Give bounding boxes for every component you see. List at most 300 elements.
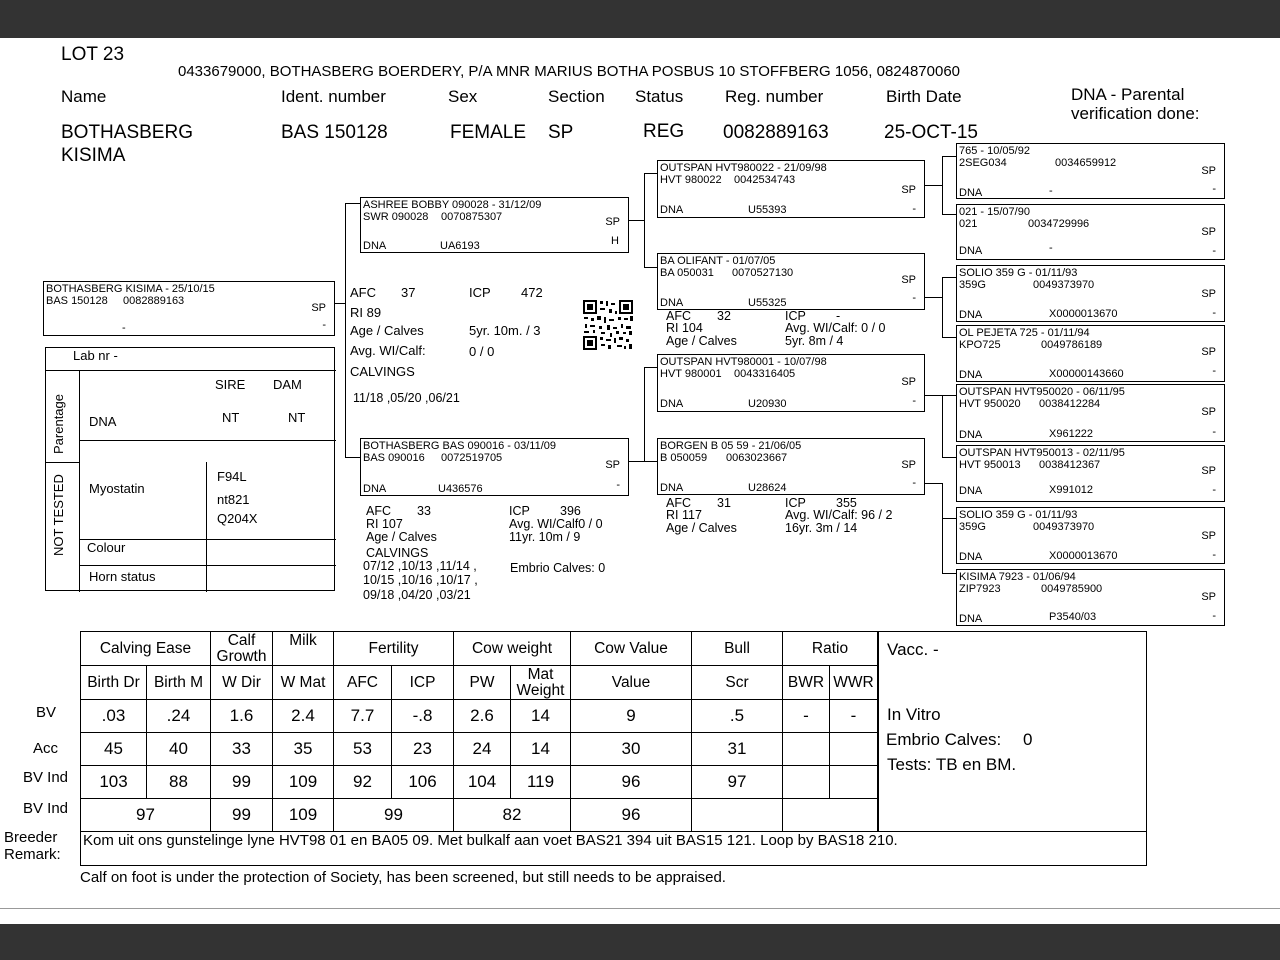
ggp-dna-label: DNA	[959, 245, 983, 257]
ggp-title: OUTSPAN HVT950013 - 02/11/95	[959, 447, 1125, 459]
gp-icp: -	[836, 309, 841, 323]
subject-calvings: 11/18 ,05/20 ,06/21	[353, 391, 460, 405]
ggp-dna-value: -	[1049, 242, 1053, 254]
connector	[942, 277, 943, 337]
gp-dash: -	[912, 292, 916, 304]
animal-name-1: BOTHASBERG	[61, 122, 193, 143]
row-label-acc: Acc	[33, 740, 59, 757]
gp-afc: 32	[717, 309, 731, 323]
gp-dna-label: DNA	[660, 297, 684, 309]
dam-afc: 33	[417, 504, 431, 518]
gp-age: 16yr. 3m / 14	[785, 521, 858, 535]
header-reg: Reg. number	[725, 87, 824, 106]
connector	[629, 461, 644, 462]
connector	[629, 220, 644, 221]
sire-ident: SWR 090028	[363, 211, 429, 223]
gp-reg: 0042534743	[734, 174, 796, 186]
animal-name-2: KISIMA	[61, 145, 126, 166]
ggp-dash: -	[1212, 549, 1216, 561]
acc-cell: 35	[273, 733, 334, 766]
table-row-bv-ind	[81, 766, 878, 799]
gp-sp: SP	[901, 184, 916, 196]
ggp-reg: 0038412367	[1039, 459, 1101, 471]
connector	[925, 395, 956, 396]
gp-dash: -	[912, 203, 916, 215]
ggp-sp: SP	[1201, 288, 1216, 300]
gp-afc: 31	[717, 496, 731, 510]
dam-afc-label: AFC	[366, 504, 391, 518]
bvind2-cell: 82	[454, 799, 571, 832]
divider	[79, 370, 80, 592]
lab-sire-dna: NT	[222, 410, 240, 425]
gp-reg: 0063023667	[726, 452, 788, 464]
parentage-label: Parentage	[51, 394, 66, 454]
vaccination-panel	[878, 631, 1147, 832]
breeding-values-table	[80, 631, 878, 832]
sire-dna-label: DNA	[363, 240, 387, 252]
ggp-ident: HVT 950020	[959, 398, 1021, 410]
gp-title: BA OLIFANT - 01/07/05	[660, 255, 776, 267]
header-sex: Sex	[448, 87, 478, 106]
gp-title: OUTSPAN HVT980001 - 10/07/98	[660, 356, 827, 368]
bvind2-cell	[783, 799, 878, 832]
ggp-dna-value: X00000143660	[1049, 368, 1124, 380]
top-bar	[0, 0, 1280, 38]
bvind2-cell	[692, 799, 783, 832]
breeder-remark-text: Kom uit ons gunstelinge lyne HVT98 01 en BA05 09. Met bulkalf aan voet BAS21 394 uit BAS15 121. Loop by BAS18 210.	[83, 832, 898, 849]
ggp-ident: ZIP7923	[959, 583, 1001, 595]
gp-ident: BA 050031	[660, 267, 714, 279]
footer-note: Calf on foot is under the protection of Society, has been screened, but still needs to be appraised.	[80, 869, 726, 886]
owner-line: 0433679000, BOTHASBERG BOERDERY, P/A MNR MARIUS BOTHA POSBUS 10 STOFFBERG 1056, 0824870060	[178, 63, 961, 80]
great-grandparent-box	[956, 384, 1225, 442]
sire-title: ASHREE BOBBY 090028 - 31/12/09	[363, 199, 542, 211]
ggp-ident: KPO725	[959, 339, 1001, 351]
bv-cell: .5	[692, 700, 783, 733]
ggp-dash: -	[1212, 245, 1216, 257]
gp-ident: B 050059	[660, 452, 708, 464]
gp-afc-label: AFC	[666, 496, 691, 510]
subject-age: 5yr. 10m. / 3	[469, 323, 541, 338]
dam-dna-label: DNA	[363, 483, 387, 495]
grandparent-box	[657, 160, 925, 218]
table-row-acc	[81, 733, 878, 766]
ggp-dash: -	[1212, 610, 1216, 622]
embrio-calves-label: Embrio Calves:	[886, 730, 1002, 749]
gp-dna-value: U28624	[748, 482, 787, 494]
lab-number: Lab nr -	[73, 348, 118, 363]
gp-title: BORGEN B 05 59 - 21/06/05	[660, 440, 802, 452]
group-calf-growth: Calf Growth	[211, 632, 273, 666]
bv-cell: -	[830, 700, 878, 733]
dam-calvings-2: 10/15 ,10/16 ,10/17 ,	[363, 573, 478, 587]
gp-reg: 0070527130	[732, 267, 794, 279]
breeder-remark-box	[80, 831, 1147, 866]
bv-cell: 14	[511, 700, 571, 733]
acc-cell: 33	[211, 733, 273, 766]
col-w-dir: W Dir	[211, 666, 273, 700]
dam-age-label: Age / Calves	[366, 530, 437, 544]
dam-wi: Avg. WI/Calf0 / 0	[509, 517, 603, 531]
dam-sp: SP	[605, 459, 620, 471]
gp-sp: SP	[901, 274, 916, 286]
bv-cell: 1.6	[211, 700, 273, 733]
ggp-dash: -	[1212, 484, 1216, 496]
subject-icp-label: ICP	[469, 285, 491, 300]
ggp-title: SOLIO 359 G - 01/11/93	[959, 267, 1078, 279]
connector	[345, 457, 360, 458]
ggp-title: OL PEJETA 725 - 01/11/94	[959, 327, 1090, 339]
gp-title: OUTSPAN HVT980022 - 21/09/98	[660, 162, 827, 174]
bottom-bar	[0, 924, 1280, 960]
gp-icp-label: ICP	[785, 309, 806, 323]
col-w-mat: W Mat	[273, 666, 334, 700]
acc-cell: 40	[147, 733, 211, 766]
ggp-sp: SP	[1201, 591, 1216, 603]
great-grandparent-box	[956, 143, 1225, 199]
grandparent-box	[657, 253, 925, 310]
header-section: Section	[548, 87, 605, 106]
bvind-cell: 97	[692, 766, 783, 799]
lab-colour-label: Colour	[87, 540, 126, 555]
ggp-sp: SP	[1201, 346, 1216, 358]
dam-reg: 0072519705	[441, 452, 503, 464]
ggp-dna-label: DNA	[959, 309, 983, 321]
col-value: Value	[571, 666, 692, 700]
connector	[345, 203, 346, 457]
col-pw: PW	[454, 666, 511, 700]
divider	[79, 565, 336, 566]
divider	[46, 370, 336, 371]
ggp-dna-value: -	[1049, 185, 1053, 197]
gp-wi: Avg. WI/Calf: 0 / 0	[785, 321, 886, 335]
subject-wi-label: Avg. WI/Calf:	[350, 343, 426, 358]
ggp-dna-label: DNA	[959, 429, 983, 441]
group-bull: Bull	[692, 632, 783, 666]
gp-dna-label: DNA	[660, 204, 684, 216]
bvind-cell: 88	[147, 766, 211, 799]
bvind-cell: 106	[392, 766, 454, 799]
header-birth: Birth Date	[886, 87, 962, 106]
gp-dash: -	[912, 477, 916, 489]
animal-reg: 0082889163	[723, 122, 829, 143]
bvind-cell: 109	[273, 766, 334, 799]
lab-myostatin-label: Myostatin	[89, 481, 145, 496]
acc-cell: 23	[392, 733, 454, 766]
dam-calvings-1: 07/12 ,10/13 ,11/14 ,	[363, 559, 477, 573]
row-label-bv: BV	[36, 704, 57, 721]
ggp-reg: 0034729996	[1028, 218, 1090, 230]
gp-sp: SP	[901, 459, 916, 471]
subject-wi: 0 / 0	[469, 344, 495, 359]
col-afc: AFC	[334, 666, 392, 700]
embrio-calves-value: 0	[1023, 730, 1033, 749]
ggp-ident: 359G	[959, 279, 986, 291]
ggp-dash: -	[1212, 307, 1216, 319]
ggp-dash: -	[1212, 426, 1216, 438]
dam-dna-value: U436576	[438, 483, 483, 495]
great-grandparent-box	[956, 204, 1225, 260]
divider	[0, 908, 1280, 909]
gp-dna-label: DNA	[660, 482, 684, 494]
lab-dam-label: DAM	[273, 377, 302, 392]
lot-number: LOT 23	[61, 44, 125, 65]
ggp-reg: 0034659912	[1055, 157, 1117, 169]
row-label-bv-ind: BV Ind	[23, 769, 69, 786]
dam-ident: BAS 090016	[363, 452, 425, 464]
gp-dna-value: U55393	[748, 204, 787, 216]
connector	[942, 337, 956, 338]
col-scr: Scr	[692, 666, 783, 700]
lab-results-box	[45, 347, 335, 591]
acc-cell	[783, 733, 830, 766]
subject-icp: 472	[521, 285, 543, 300]
col-mat-weight: Mat Weight	[511, 666, 571, 700]
ggp-reg: 0038412284	[1039, 398, 1101, 410]
ggp-reg: 0049785900	[1041, 583, 1103, 595]
ggp-dna-label: DNA	[959, 187, 983, 199]
sire-reg: 0070875307	[441, 211, 503, 223]
connector	[334, 303, 345, 304]
connector	[942, 457, 956, 458]
tests-label: Tests: TB en BM.	[887, 755, 1017, 774]
connector	[644, 267, 657, 268]
gp-sp: SP	[901, 376, 916, 388]
acc-cell: 24	[454, 733, 511, 766]
dam-icp-label: ICP	[509, 504, 530, 518]
gp-dna-value: U55325	[748, 297, 787, 309]
animal-section: SP	[548, 122, 574, 143]
connector	[942, 573, 956, 574]
acc-cell: 53	[334, 733, 392, 766]
group-fertility: Fertility	[334, 632, 454, 666]
gp-age-label: Age / Calves	[666, 334, 737, 348]
gp-ident: HVT 980022	[660, 174, 722, 186]
sire-dna-value: UA6193	[440, 240, 480, 252]
ggp-dna-value: X961222	[1049, 428, 1094, 440]
ggp-dash: -	[1212, 183, 1216, 195]
subject-ident: BAS 150128	[46, 295, 108, 307]
sire-sp: SP	[605, 216, 620, 228]
ggp-dna-label: DNA	[959, 551, 983, 563]
sire-pedigree-box	[360, 197, 629, 253]
ggp-dna-value: X991012	[1049, 484, 1094, 496]
great-grandparent-box	[956, 265, 1225, 322]
gp-dna-value: U20930	[748, 398, 787, 410]
lab-dna-label: DNA	[89, 414, 117, 429]
ggp-sp: SP	[1201, 530, 1216, 542]
col-birth-dr: Birth Dr	[81, 666, 147, 700]
col-birth-m: Birth M	[147, 666, 211, 700]
group-cow-weight: Cow weight	[454, 632, 571, 666]
table-row-bv	[81, 700, 878, 733]
grandparent-box	[657, 438, 925, 495]
ggp-title: SOLIO 359 G - 01/11/93	[959, 509, 1078, 521]
ggp-title: 765 - 10/05/92	[959, 145, 1030, 157]
ggp-sp: SP	[1201, 226, 1216, 238]
myostatin-f94l: F94L	[217, 469, 247, 484]
bv-cell: .24	[147, 700, 211, 733]
ggp-sp: SP	[1201, 165, 1216, 177]
header-ident: Ident. number	[281, 87, 386, 106]
connector	[644, 367, 645, 461]
ggp-dna-label: DNA	[959, 613, 983, 625]
bvind-cell: 119	[511, 766, 571, 799]
animal-sex: FEMALE	[450, 122, 527, 143]
gp-dash: -	[912, 395, 916, 407]
subject-age-label: Age / Calves	[350, 323, 424, 338]
bvind-cell: 92	[334, 766, 392, 799]
gp-ident: HVT 980001	[660, 368, 722, 380]
connector	[942, 214, 956, 215]
ggp-reg: 0049786189	[1041, 339, 1103, 351]
subject-title: BOTHASBERG KISIMA - 25/10/15	[46, 283, 215, 295]
col-bwr: BWR	[783, 666, 830, 700]
acc-cell: 30	[571, 733, 692, 766]
group-cow-value: Cow Value	[571, 632, 692, 666]
lab-dam-dna: NT	[288, 410, 306, 425]
connector	[942, 395, 943, 457]
great-grandparent-box	[956, 445, 1225, 502]
great-grandparent-box	[956, 507, 1225, 564]
subject-calvings-label: CALVINGS	[350, 364, 415, 379]
vacc-label: Vacc. -	[887, 640, 939, 659]
lab-sire-label: SIRE	[215, 377, 246, 392]
acc-cell: 14	[511, 733, 571, 766]
ggp-title: 021 - 15/07/90	[959, 206, 1030, 218]
ggp-dna-value: X0000013670	[1049, 308, 1118, 320]
subject-reg: 0082889163	[123, 295, 185, 307]
ggp-dna-label: DNA	[959, 369, 983, 381]
ggp-reg: 0049373970	[1033, 521, 1095, 533]
header-name: Name	[61, 87, 107, 106]
dam-calvings-label: CALVINGS	[366, 546, 429, 560]
connector	[925, 297, 942, 298]
qr-code	[582, 299, 634, 351]
header-status: Status	[635, 87, 684, 106]
bv-cell: 2.6	[454, 700, 511, 733]
connector	[942, 156, 956, 157]
subject-pedigree-box	[43, 281, 335, 336]
acc-cell: 31	[692, 733, 783, 766]
connector	[942, 156, 943, 214]
gp-reg: 0043316405	[734, 368, 796, 380]
acc-cell	[830, 733, 878, 766]
great-grandparent-box	[956, 569, 1225, 626]
subject-dash: -	[322, 319, 326, 331]
dam-calvings-3: 09/18 ,04/20 ,03/21	[363, 588, 471, 602]
sire-h: H	[611, 235, 619, 247]
gp-dna-label: DNA	[660, 398, 684, 410]
connector	[942, 277, 956, 278]
bv-cell: 7.7	[334, 700, 392, 733]
dam-icp: 396	[560, 504, 581, 518]
bvind-cell: 96	[571, 766, 692, 799]
bv-cell: 9	[571, 700, 692, 733]
bvind2-cell: 97	[81, 799, 211, 832]
animal-ident: BAS 150128	[281, 122, 388, 143]
bv-cell: .03	[81, 700, 147, 733]
ggp-title: OUTSPAN HVT950020 - 06/11/95	[959, 386, 1125, 398]
great-grandparent-box	[956, 325, 1225, 382]
ggp-ident: HVT 950013	[959, 459, 1021, 471]
connector	[942, 483, 943, 573]
animal-birth: 25-OCT-15	[884, 122, 978, 143]
bvind-cell	[783, 766, 830, 799]
ggp-dash: -	[1212, 365, 1216, 377]
ggp-ident: 021	[959, 218, 978, 230]
gp-age: 5yr. 8m / 4	[785, 334, 844, 348]
bv-cell: -	[783, 700, 830, 733]
bvind2-cell: 99	[334, 799, 454, 832]
subject-afc-label: AFC	[350, 285, 376, 300]
group-ratio: Ratio	[783, 632, 878, 666]
breeder-remark-label-1: Breeder	[4, 829, 58, 846]
ggp-dna-value: X0000013670	[1049, 550, 1118, 562]
subject-dna-dash: -	[122, 322, 126, 334]
bvind-cell: 99	[211, 766, 273, 799]
bvind2-cell: 109	[273, 799, 334, 832]
dam-title: BOTHASBERG BAS 090016 - 03/11/09	[363, 440, 557, 452]
myostatin-q204x: Q204X	[217, 511, 258, 526]
group-calving-ease: Calving Ease	[81, 632, 211, 666]
connector	[345, 203, 360, 204]
connector	[925, 185, 942, 186]
connector	[644, 173, 657, 174]
divider	[206, 462, 207, 592]
acc-cell: 45	[81, 733, 147, 766]
ggp-dna-value: P3540/03	[1049, 611, 1097, 623]
bvind-cell: 103	[81, 766, 147, 799]
col-wwr: WWR	[830, 666, 878, 700]
connector	[644, 461, 657, 462]
bvind2-cell: 96	[571, 799, 692, 832]
ggp-ident: 359G	[959, 521, 986, 533]
dam-embrio: Embrio Calves: 0	[510, 561, 606, 575]
gp-wi: Avg. WI/Calf: 96 / 2	[785, 508, 893, 522]
group-milk: Milk	[273, 632, 334, 666]
bvind-cell: 104	[454, 766, 511, 799]
myostatin-nt821: nt821	[217, 492, 250, 507]
bvind2-cell: 99	[211, 799, 273, 832]
gp-icp-label: ICP	[785, 496, 806, 510]
gp-age-label: Age / Calves	[666, 521, 737, 535]
connector	[942, 518, 956, 519]
connector	[644, 173, 645, 267]
in-vitro-label: In Vitro	[887, 705, 941, 724]
dam-age: 11yr. 10m / 9	[509, 530, 581, 544]
gp-ri: RI 117	[666, 508, 702, 522]
header-dna-2: verification done:	[1071, 104, 1200, 123]
subject-ri: RI 89	[350, 305, 382, 320]
ggp-sp: SP	[1201, 406, 1216, 418]
dam-dash: -	[616, 479, 620, 491]
col-icp: ICP	[392, 666, 454, 700]
subject-afc: 37	[401, 285, 416, 300]
gp-ri: RI 104	[666, 321, 703, 335]
ggp-dna-label: DNA	[959, 485, 983, 497]
gp-icp: 355	[836, 496, 857, 510]
bv-cell: 2.4	[273, 700, 334, 733]
ggp-sp: SP	[1201, 465, 1216, 477]
ggp-title: KISIMA 7923 - 01/06/94	[959, 571, 1076, 583]
animal-status: REG	[643, 121, 685, 142]
connector	[925, 483, 942, 484]
divider	[46, 462, 79, 463]
ggp-reg: 0049373970	[1033, 279, 1095, 291]
ggp-ident: 2SEG034	[959, 157, 1007, 169]
lab-horn-label: Horn status	[89, 569, 156, 584]
